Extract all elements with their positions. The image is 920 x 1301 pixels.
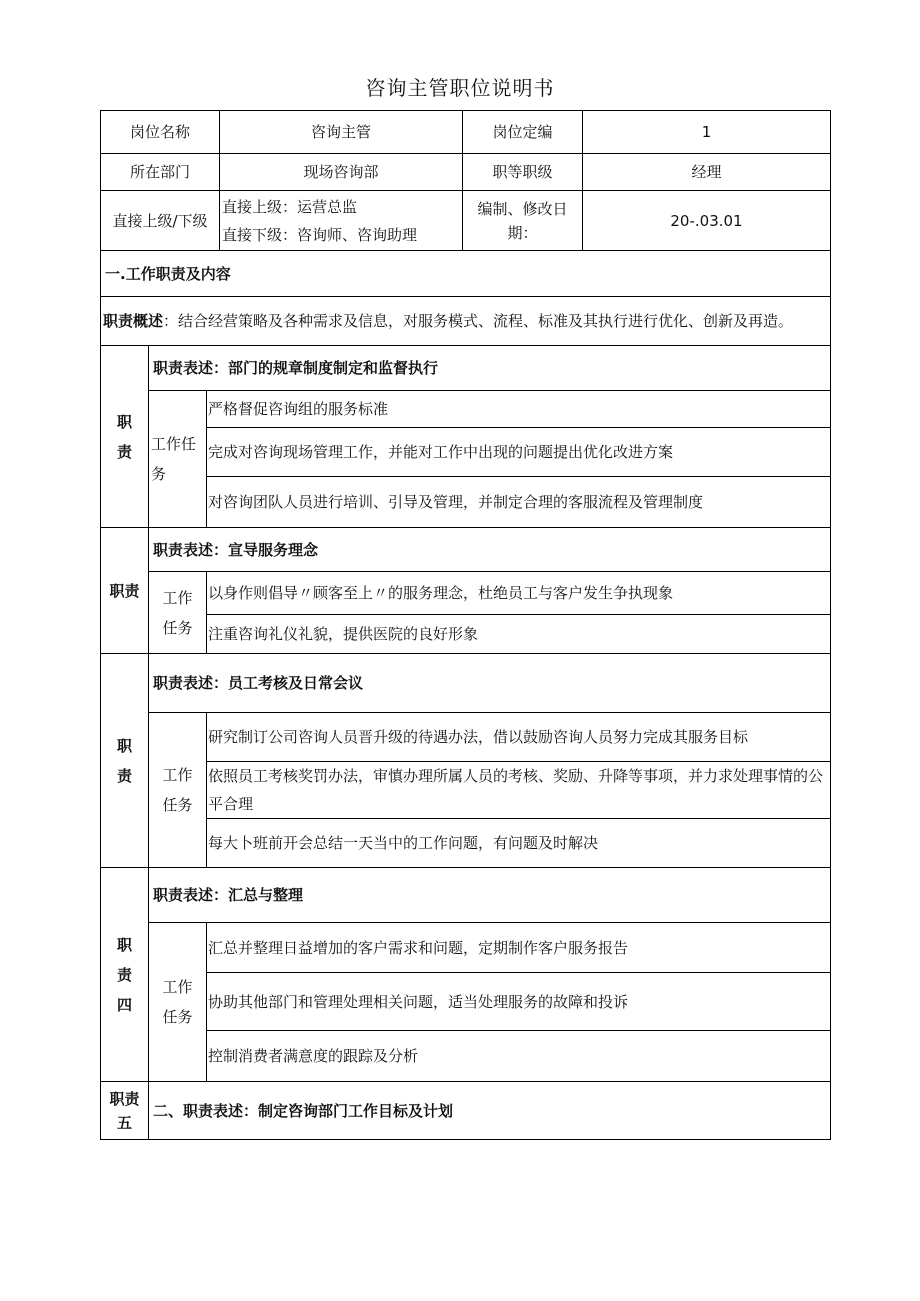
cell-post-name: 咨询主管 (219, 110, 463, 154)
section-heading: 一.工作职责及内容 (100, 250, 831, 297)
duty-description: 职责表述：员工考核及日常会议 (148, 653, 831, 713)
cell-reporting (219, 190, 463, 251)
task-item: 严格督促咨询组的服务标准 (206, 390, 831, 428)
cell-headcount-label: 岗位定编 (462, 110, 583, 154)
cell-grade-label: 职等职级 (462, 153, 583, 191)
cell-reporting-label: 直接上级/下级 (100, 190, 220, 251)
cell-post-name-label: 岗位名称 (100, 110, 220, 154)
duty-description: 职责表述：部门的规章制度制定和监督执行 (148, 345, 831, 391)
cell-date-label: 编制、修改日期： (462, 190, 583, 251)
duty-label: 职 责 四 (100, 867, 149, 1082)
task-item: 研究制订公司咨询人员晋升级的待遇办法，借以鼓励咨询人员努力完成其服务目标 (206, 712, 831, 762)
task-label: 工作 任务 (148, 571, 207, 654)
task-item: 对咨询团队人员进行培训、引导及管理，并制定合理的客服流程及管理制度 (206, 476, 831, 528)
task-item: 协助其他部门和管理处理相关问题，适当处理服务的故障和投诉 (206, 972, 831, 1031)
task-label: 工作 任务 (148, 922, 207, 1082)
duty-description: 二、职责表述：制定咨询部门工作目标及计划 (148, 1081, 831, 1140)
cell-headcount: 1 (582, 110, 831, 154)
overview-row (100, 296, 831, 346)
duty-description: 职责表述：宣导服务理念 (148, 527, 831, 572)
cell-dept: 现场咨询部 (219, 153, 463, 191)
cell-date: 20-.03.01 (582, 190, 831, 251)
duty-label: 职 责 (100, 653, 149, 868)
page-title: 咨询主管职位说明书 (365, 76, 555, 100)
task-label: 工作 任务 (148, 712, 207, 868)
task-label: 工作任 务 (148, 390, 207, 528)
duty-label: 职责 五 (100, 1081, 149, 1140)
superior-text: 直接上级：运营总监 (222, 197, 358, 216)
task-item: 注重咨询礼仪礼貌，提供医院的良好形象 (206, 614, 831, 654)
task-item: 完成对咨询现场管理工作，并能对工作中出现的问题提出优化改进方案 (206, 427, 831, 477)
subordinate-text: 直接下级：咨询师、咨询助理 (222, 225, 418, 244)
task-item: 以身作则倡导〃顾客至上〃的服务理念，杜绝员工与客户发生争执现象 (206, 571, 831, 615)
overview-text: ：结合经营策略及各种需求及信息，对服务模式、流程、标准及其执行进行优化、创新及再造。 (163, 312, 794, 330)
cell-grade: 经理 (582, 153, 831, 191)
task-item: 每大卜班前开会总结一天当中的工作问题，有问题及时解决 (206, 818, 831, 868)
task-item: 依照员工考核奖罚办法，审慎办理所属人员的考核、奖励、升降等事项，并力求处理事情的公平合理 (206, 761, 831, 819)
cell-dept-label: 所在部门 (100, 153, 220, 191)
task-item: 控制消费者满意度的跟踪及分析 (206, 1030, 831, 1082)
duty-label: 职 责 (100, 345, 149, 528)
overview-label: 职责概述 (103, 312, 164, 330)
duty-description: 职责表述：汇总与整理 (148, 867, 831, 923)
duty-label: 职责 (100, 527, 149, 654)
task-item: 汇总并整理日益增加的客户需求和问题，定期制作客户服务报告 (206, 922, 831, 973)
